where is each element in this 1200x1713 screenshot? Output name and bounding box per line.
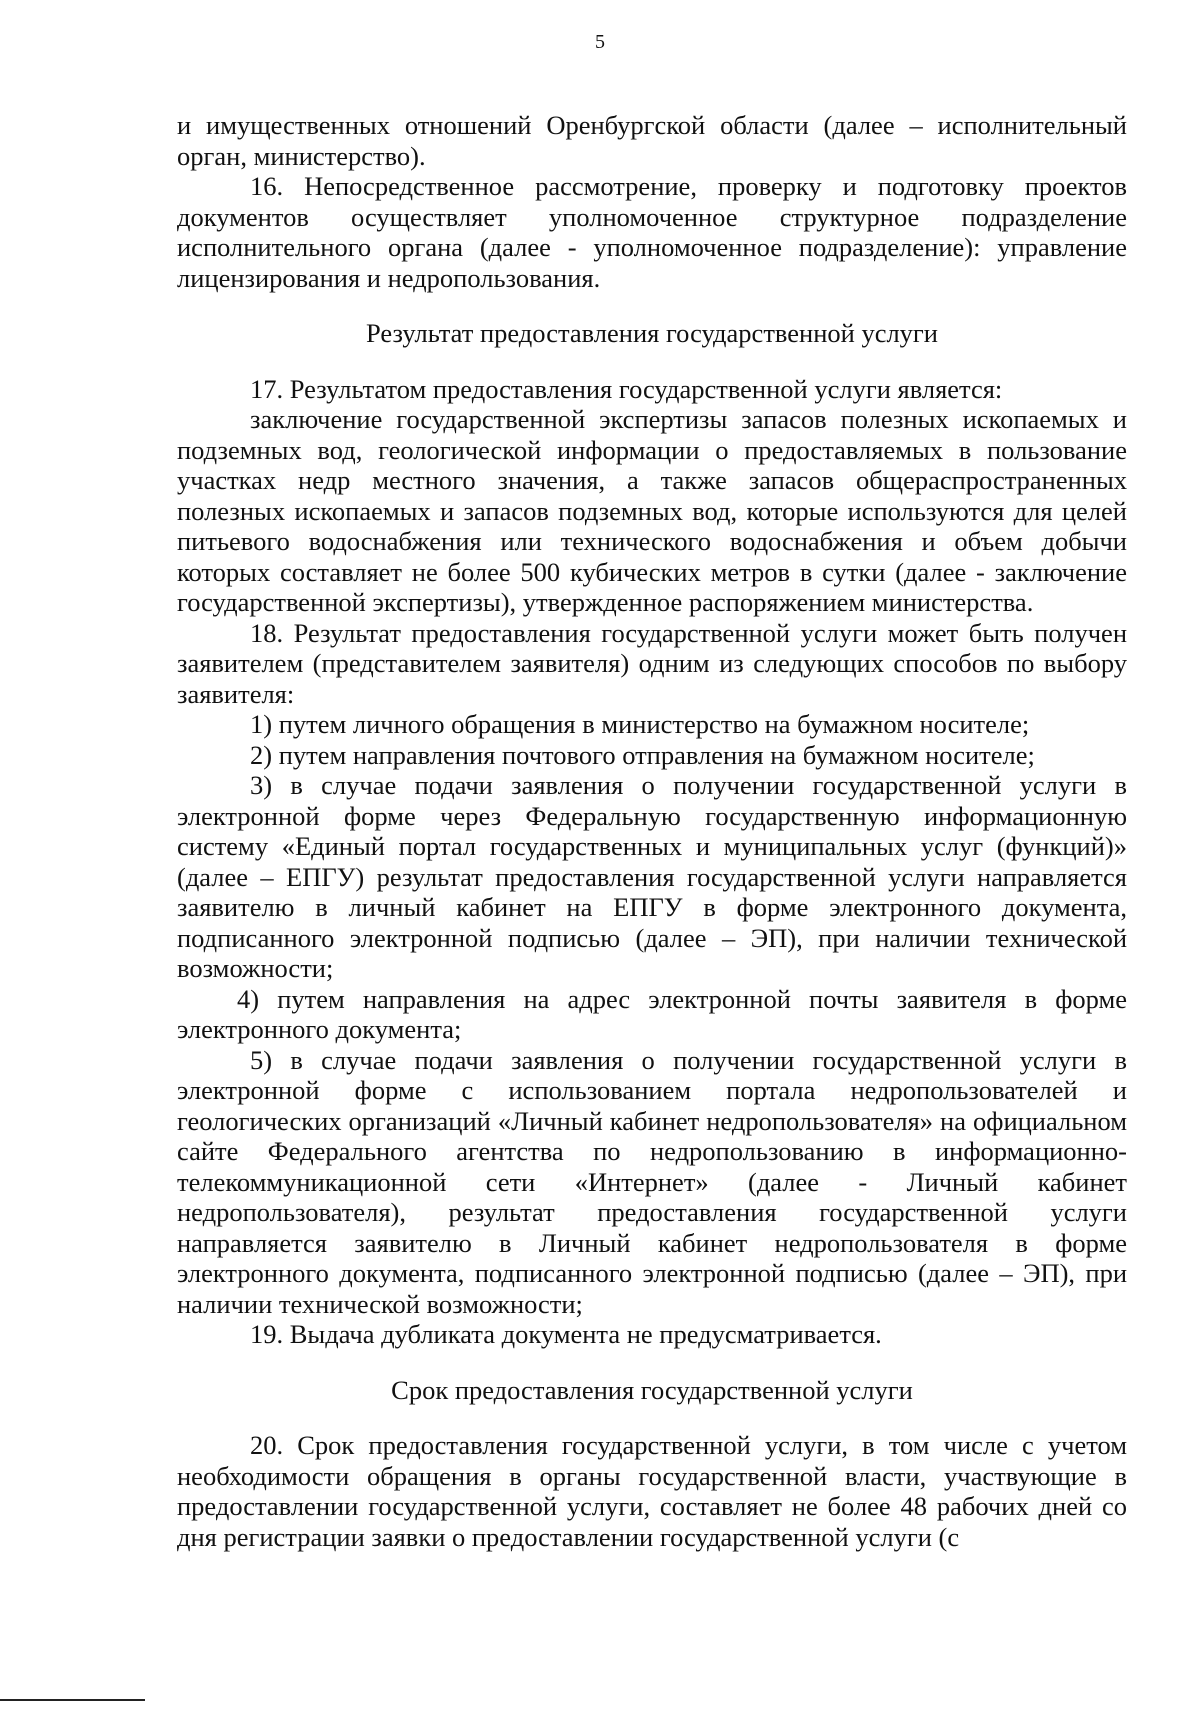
paragraph-18: 18. Результат предоставления государственной услуги может быть получен заявителем (представителем заявителя) одним из следующих способов по выбору заявителя: — [177, 617, 1127, 709]
paragraph-continuation: и имущественных отношений Оренбургской области (далее – исполнительный орган, министерство). — [177, 110, 1127, 171]
paragraph-19: 19. Выдача дубликата документа не предусматривается. — [250, 1319, 882, 1349]
paragraph-16: 16. Непосредственное рассмотрение, проверку и подготовку проектов документов осуществляет уполномоченное структурное подразделение исполнительного органа (далее - уполномоченное подразделение): управление лицензирования и недропользования. — [177, 171, 1127, 293]
document-body — [177, 110, 1127, 1552]
list-item-4: 4) путем направления на адрес электронной почты заявителя в форме электронного документа; — [177, 983, 1127, 1044]
paragraph-17-body: заключение государственной экспертизы запасов полезных ископаемых и подземных вод, геологической информации о предоставляемых в пользование участках недр местного значения, а также запасов общераспространенных полезных ископаемых и запасов подземных вод, которые используются для целей питьевого водоснабжения или технического водоснабжения и объем добычи которых составляет не более 500 кубических метров в сутки (далее - заключение государственной экспертизы), утвержденное распоряжением министерства. — [177, 404, 1127, 617]
paragraph-17: 17. Результатом предоставления государственной услуги является: — [250, 373, 1003, 404]
page-number: 5 — [595, 31, 605, 53]
scan-artifact-line — [0, 1699, 145, 1701]
section-heading-term: Срок предоставления государственной услуги — [391, 1374, 913, 1405]
list-item-3: 3) в случае подачи заявления о получении государственной услуги в электронной форме через Федеральную государственную информационную систему «Единый портал государственных и муниципальных услуг (функций)» (далее – ЕПГУ) результат предоставления государственной услуги направляется заявителю в личный кабинет на ЕПГУ в форме электронного документа, подписанного электронной подписью (далее – ЭП), при наличии технической возможности; — [177, 770, 1127, 983]
spacer — [177, 293, 1127, 318]
spacer — [177, 1405, 1127, 1430]
list-item-1: 1) путем личного обращения в министерство на бумажном носителе; — [250, 709, 1030, 739]
section-heading-result: Результат предоставления государственной услуги — [366, 318, 938, 348]
list-item-2: 2) путем направления почтового отправления на бумажном носителе; — [250, 739, 1035, 770]
paragraph-20: 20. Срок предоставления государственной услуги, в том числе с учетом необходимости обращения в органы государственной власти, участвующие в предоставлении государственной услуги, составляет не более 48 рабочих дней со дня регистрации заявки о предоставлении государственной услуги (с — [177, 1430, 1127, 1552]
spacer — [177, 349, 1127, 374]
list-item-5: 5) в случае подачи заявления о получении государственной услуги в электронной форме с использованием портала недропользователей и геологических организаций «Личный кабинет недропользователя» на официальном сайте Федерального агентства по недропользованию в информационно-телекоммуникационной сети «Интернет» (далее - Личный кабинет недропользователя), результат предоставления государственной услуги направляется заявителю в Личный кабинет недропользователя в форме электронного документа, подписанного электронной подписью (далее – ЭП), при наличии технической возможности; — [177, 1044, 1127, 1319]
spacer — [177, 1350, 1127, 1375]
